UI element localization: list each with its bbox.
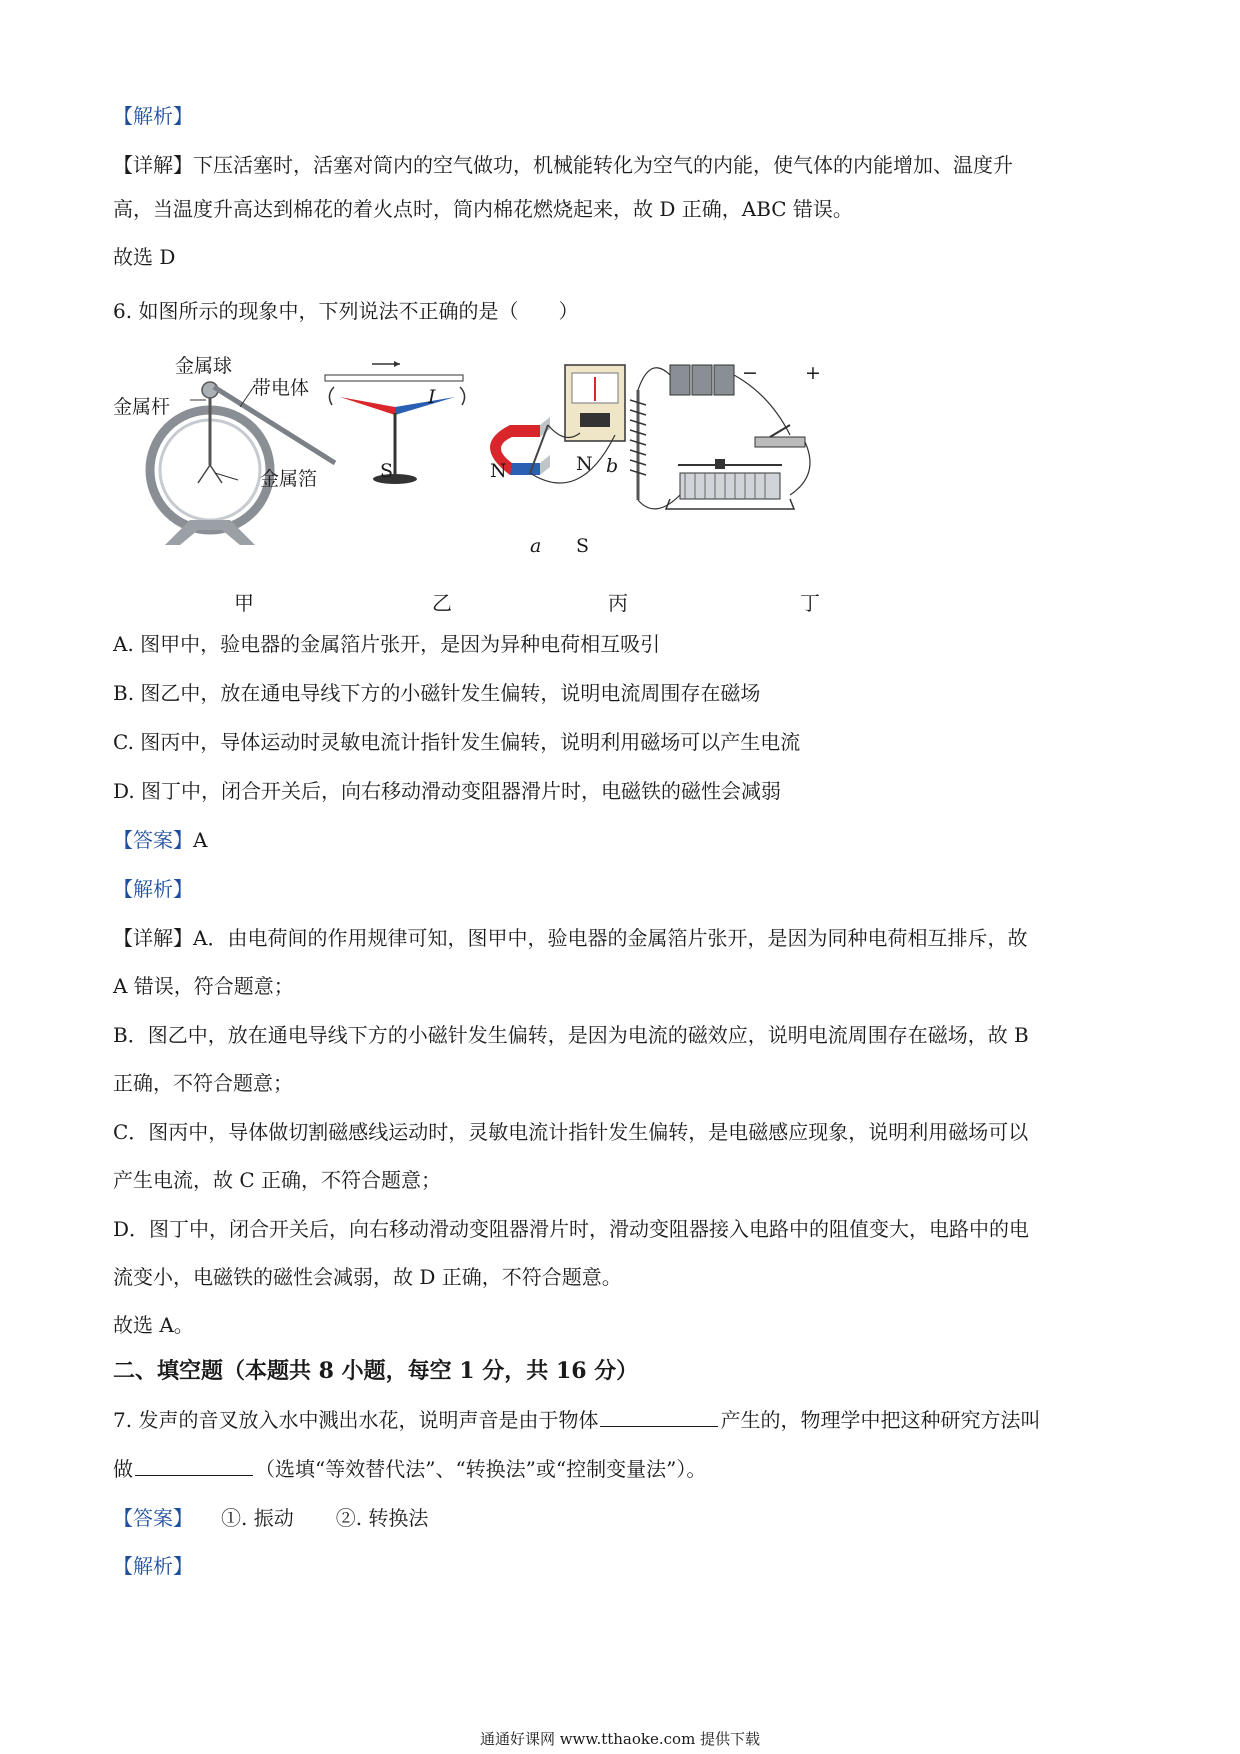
answer-tag-7: 【答案】 [113, 1506, 193, 1530]
conclusion-6: 故选 A。 [113, 1313, 194, 1337]
label-current-i: I [428, 386, 436, 408]
label-magnet-n: N [576, 453, 593, 475]
label-metal-ball: 金属球 [175, 355, 233, 377]
detail-6-line-5: C．图丙中，导体做切割磁感线运动时，灵敏电流计指针发生偏转，是电磁感应现象，说明利用磁场可以 [113, 1120, 1029, 1144]
conclusion: 故选 D [113, 245, 176, 269]
label-needle-s: S [380, 460, 394, 482]
section-2-title: 二、填空题（本题共 8 小题，每空 1 分，共 16 分） [113, 1358, 639, 1384]
answer-6 [113, 828, 207, 852]
label-needle-n: N [490, 460, 507, 482]
detail-line-2: 高，当温度升高达到棉花的着火点时，筒内棉花燃烧起来，故 D 正确，ABC 错误。 [113, 197, 853, 221]
caption-jia: 甲 [234, 591, 254, 615]
electromagnet-figure [630, 365, 810, 509]
analysis-tag: 【解析】 [113, 104, 193, 128]
induction-figure [490, 365, 625, 483]
detail-6-line-3: B．图乙中，放在通电导线下方的小磁针发生偏转，是因为电流的磁效应，说明电流周围存在磁场，故 B [113, 1023, 1029, 1047]
label-metal-foil: 金属箔 [260, 468, 318, 490]
detail-tag: 【详解】 [113, 153, 193, 177]
label-battery-plus: + [805, 362, 821, 384]
detail-6-line-1: 【详解】A．由电荷间的作用规律可知，图甲中，验电器的金属箔片张开，是因为同种电荷相互排斥，故 [113, 926, 1028, 950]
detail-line-1: 【详解】下压活塞时，活塞对筒内的空气做功，机械能转化为空气的内能，使气体的内能增加、温度升 [113, 153, 1013, 177]
caption-bing: 丙 [608, 591, 628, 615]
answer-tag: 【答案】 [113, 828, 193, 852]
question-6-figure [110, 355, 910, 565]
caption-ding: 丁 [800, 591, 820, 615]
option-d: D. 图丁中，闭合开关后，向右移动滑动变阻器滑片时，电磁铁的磁性会减弱 [113, 779, 782, 803]
detail-6-line-7: D．图丁中，闭合开关后，向右移动滑动变阻器滑片时，滑动变阻器接入电路中的阻值变大，电路中的电 [113, 1217, 1030, 1241]
detail-6-line-6: 产生电流，故 C 正确，不符合题意； [113, 1168, 442, 1192]
blank-1 [600, 1408, 718, 1427]
answer-value: A [193, 828, 208, 852]
analysis-tag-7: 【解析】 [113, 1554, 193, 1578]
detail-tag-6: 【详解】 [113, 926, 193, 950]
label-conductor-a: a [530, 535, 542, 557]
label-metal-rod: 金属杆 [113, 396, 171, 418]
caption-yi: 乙 [432, 591, 452, 615]
label-battery-minus: − [742, 362, 758, 384]
analysis-tag-6: 【解析】 [113, 877, 193, 901]
compass-figure [325, 361, 465, 484]
detail-6-line-2: A 错误，符合题意； [113, 974, 294, 998]
electroscope-figure [150, 382, 335, 545]
page-footer: 通通好课网 www.tthaoke.com 提供下载 [479, 1730, 761, 1748]
question-6-stem: 6. 如图所示的现象中，下列说法不正确的是（ ） [113, 299, 579, 323]
answer-7: 【答案】 ①. 振动 ②. 转换法 [113, 1506, 429, 1530]
label-charged-body: 带电体 [252, 377, 310, 399]
detail-6-line-8: 流变小，电磁铁的磁性会减弱，故 D 正确，不符合题意。 [113, 1265, 622, 1289]
question-7-line-2: 做 （选填“等效替代法”、“转换法”或“控制变量法”）。 [113, 1457, 707, 1481]
option-a: A. 图甲中，验电器的金属箔片张开，是因为异种电荷相互吸引 [113, 632, 661, 656]
blank-2 [135, 1457, 253, 1476]
label-conductor-b: b [606, 455, 619, 477]
option-b: B. 图乙中，放在通电导线下方的小磁针发生偏转，说明电流周围存在磁场 [113, 681, 761, 705]
option-c: C. 图丙中，导体运动时灵敏电流计指针发生偏转，说明利用磁场可以产生电流 [113, 730, 801, 754]
question-7-line-1: 7. 发声的音叉放入水中溅出水花，说明声音是由于物体 产生的，物理学中把这种研究方法叫 [113, 1408, 1041, 1432]
label-magnet-s: S [576, 535, 590, 557]
detail-6-line-4: 正确，不符合题意； [113, 1071, 293, 1095]
